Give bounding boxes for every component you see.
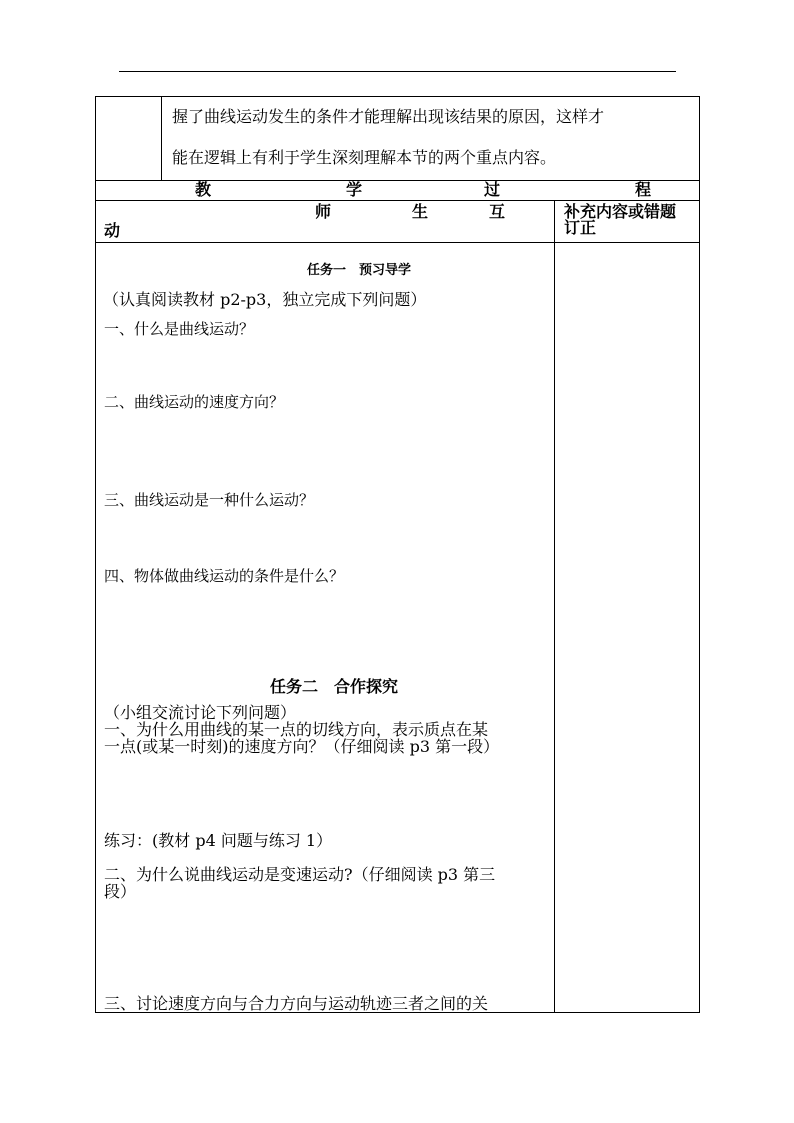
question: 一点(或某一时刻)的速度方向？（仔细阅读 p3 第一段） <box>104 737 500 756</box>
question: 段） <box>104 882 137 901</box>
supplement-header: 补充内容或错题 <box>564 202 677 221</box>
question: 二、曲线运动的速度方向？ <box>104 393 285 411</box>
question: 一、什么是曲线运动？ <box>104 320 255 338</box>
question: 三、曲线运动是一种什么运动？ <box>104 491 315 509</box>
table-border-right <box>699 96 700 1013</box>
question: 一、为什么用曲线的某一点的切线方向，表示质点在某 <box>104 720 489 739</box>
row-divider <box>95 200 700 201</box>
question: 三、讨论速度方向与合力方向与运动轨迹三者之间的关 <box>104 994 489 1013</box>
supplement-header: 订正 <box>564 218 597 237</box>
process-header-char: 过 <box>484 180 501 199</box>
lesson-plan-table <box>95 96 700 1013</box>
process-header-char: 学 <box>346 180 363 199</box>
interaction-header-char: 生 <box>412 202 429 221</box>
column-divider <box>161 96 162 180</box>
row-divider <box>95 180 700 181</box>
question: 二、为什么说曲线运动是变速运动?（仔细阅读 p3 第三 <box>104 865 496 884</box>
task-intro: （认真阅读教材 p2-p3，独立完成下列问题） <box>103 290 427 309</box>
interaction-header-char: 互 <box>489 202 506 221</box>
table-border-top <box>95 96 700 97</box>
task-title: 任务二 合作探究 <box>270 677 399 696</box>
intro-text-line: 握了曲线运动发生的条件才能理解出现该结果的原因，这样才 <box>172 107 605 126</box>
table-border-left <box>95 96 96 1013</box>
intro-text-line: 能在逻辑上有利于学生深刻理解本节的两个重点内容。 <box>172 148 557 167</box>
interaction-header-char: 动 <box>104 221 121 240</box>
task-title: 任务一 预习导学 <box>307 263 412 278</box>
interaction-header-char: 师 <box>315 202 332 221</box>
task-intro: （小组交流讨论下列问题） <box>104 703 297 722</box>
column-divider <box>554 200 555 1012</box>
practice: 练习：(教材 p4 问题与练习 1） <box>104 831 333 850</box>
row-divider <box>95 242 700 243</box>
process-header-char: 教 <box>195 180 212 199</box>
process-header-char: 程 <box>635 180 652 199</box>
question: 四、物体做曲线运动的条件是什么？ <box>104 567 345 585</box>
page-header-rule <box>119 71 676 72</box>
